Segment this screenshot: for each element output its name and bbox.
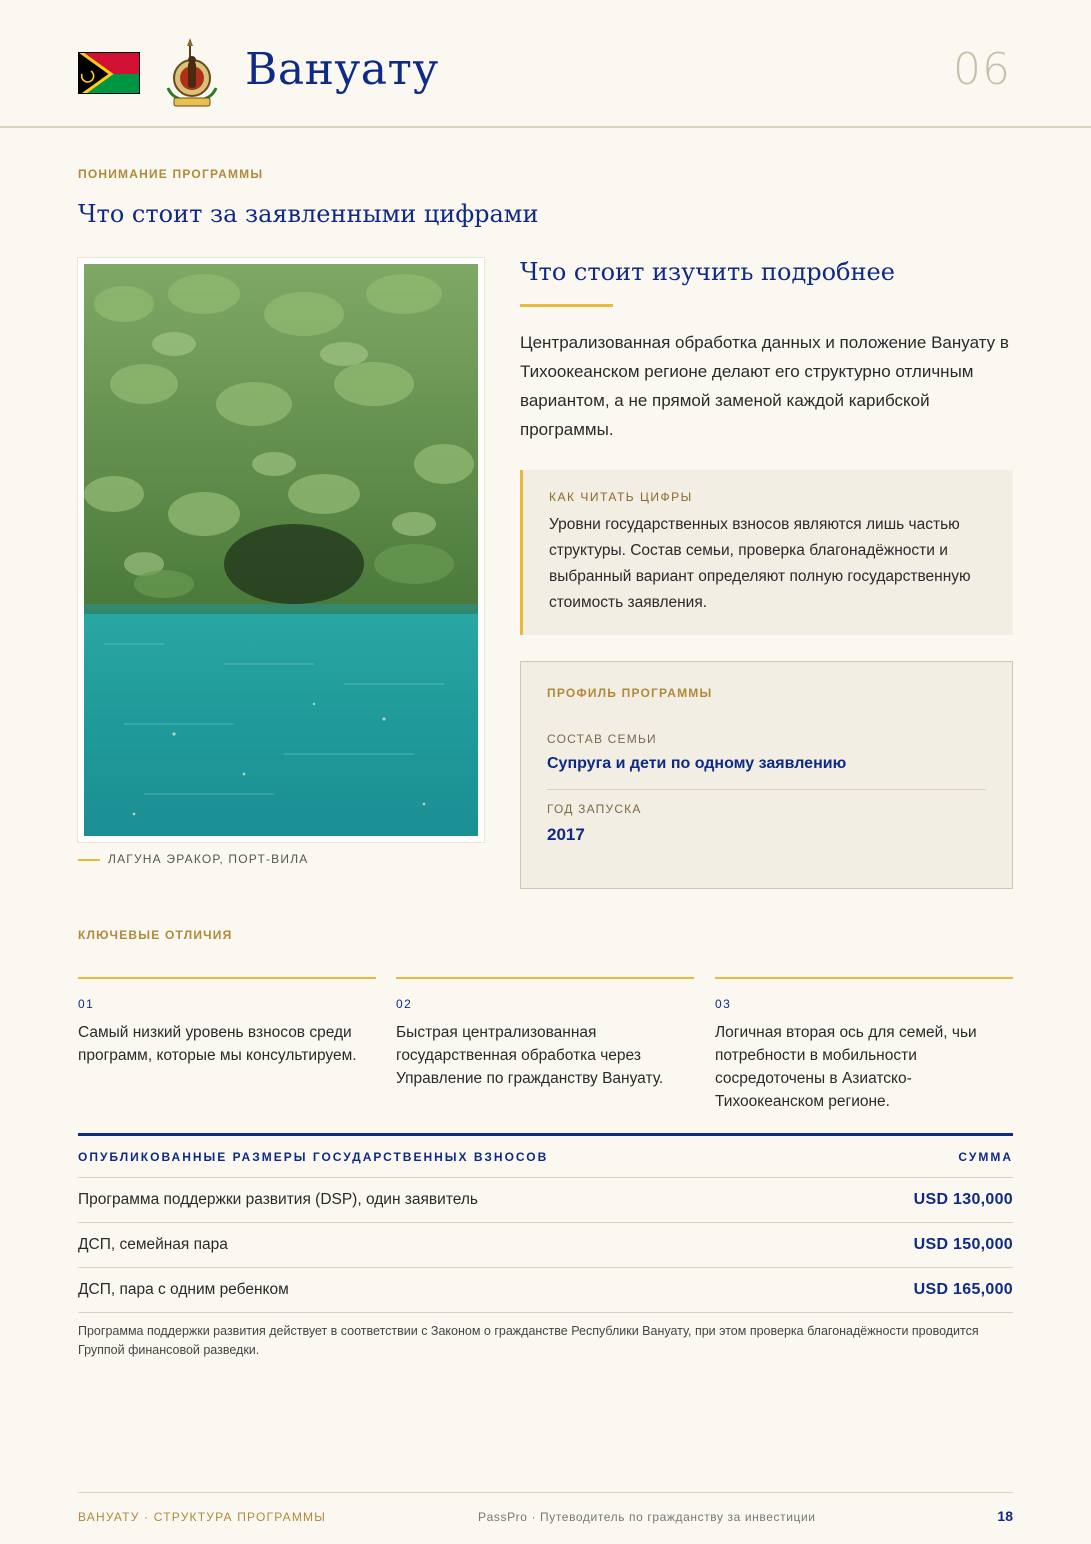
- photo-caption: [78, 852, 309, 866]
- detail-intro: Централизованная обработка данных и положение Вануату в Тихоокеанском регионе делают его структурно отличным вариантом, а не прямой заменой каждой карибской программы.: [520, 333, 1009, 439]
- difference-item: [78, 977, 376, 1067]
- caption-dash: [78, 859, 100, 861]
- difference-text: Самый низкий уровень взносов среди программ, которые мы консультируем.: [78, 1024, 357, 1064]
- photo-caption-text: ЛАГУНА ЭРАКОР, ПОРТ-ВИЛА: [108, 852, 309, 866]
- reading-callout: [520, 470, 1013, 635]
- fee-label: ДСП, семейная пара: [78, 1236, 228, 1253]
- fee-label: ДСП, пара с одним ребенком: [78, 1281, 289, 1298]
- vanuatu-flag-icon: [78, 52, 140, 94]
- page-header: [0, 0, 1091, 128]
- fee-amount: USD 130,000: [913, 1191, 1013, 1208]
- fee-footnote: Программа поддержки развития действует в соответствии с Законом о гражданстве Республики Вануату, при этом проверка благонадёжности проводится Группой финансовой разведки.: [78, 1324, 979, 1357]
- footer-section: ВАНУАТУ · СТРУКТУРА ПРОГРАММЫ: [78, 1510, 327, 1524]
- table-row: [78, 1223, 1013, 1268]
- family-label: СОСТАВ СЕМЬИ: [547, 732, 657, 746]
- difference-number: 01: [78, 997, 95, 1011]
- program-profile: [520, 661, 1013, 889]
- footer-divider: [78, 1492, 1013, 1493]
- fee-header-label: ОПУБЛИКОВАННЫЕ РАЗМЕРЫ ГОСУДАРСТВЕННЫХ ВЗНОСОВ: [78, 1149, 549, 1164]
- difference-item: [396, 977, 694, 1090]
- table-row: [78, 1178, 1013, 1223]
- footer-publication: PassPro · Путеводитель по гражданству за инвестиции: [478, 1510, 816, 1524]
- fee-table-header: [78, 1136, 1013, 1178]
- fee-header-amount: СУММА: [958, 1149, 1013, 1164]
- family-value: Супруга и дети по одному заявлению: [547, 755, 847, 772]
- chapter-number: 06: [953, 44, 1011, 95]
- difference-item: [715, 977, 1013, 1113]
- year-label: ГОД ЗАПУСКА: [547, 802, 642, 816]
- table-row: [78, 1268, 1013, 1313]
- differences-eyebrow: КЛЮЧЕВЫЕ ОТЛИЧИЯ: [78, 928, 233, 942]
- section-title: Что стоит за заявленными цифрами: [78, 200, 539, 228]
- callout-text: Уровни государственных взносов являются лишь частью структуры. Состав семьи, проверка благонадёжности и выбранный вариант определяют полную государственную стоимость заявления.: [549, 516, 971, 611]
- year-value: 2017: [547, 825, 585, 844]
- fee-amount: USD 150,000: [913, 1236, 1013, 1253]
- profile-title: ПРОФИЛЬ ПРОГРАММЫ: [547, 686, 713, 700]
- profile-divider: [547, 789, 986, 790]
- difference-number: 02: [396, 997, 413, 1011]
- fee-table: [78, 1133, 1013, 1313]
- section-eyebrow: ПОНИМАНИЕ ПРОГРАММЫ: [78, 167, 264, 181]
- detail-title: Что стоит изучить подробнее: [520, 258, 895, 286]
- difference-text: Быстрая централизованная государственная обработка через Управление по гражданству Вануату.: [396, 1024, 664, 1087]
- callout-label: КАК ЧИТАТЬ ЦИФРЫ: [549, 490, 693, 504]
- fee-amount: USD 165,000: [913, 1281, 1013, 1298]
- difference-number: 03: [715, 997, 732, 1011]
- difference-text: Логичная вторая ось для семей, чьи потребности в мобильности сосредоточены в Азиатско-Тихоокеанском регионе.: [715, 1024, 977, 1110]
- page-number: 18: [997, 1508, 1013, 1524]
- coat-of-arms-icon: [162, 38, 222, 110]
- lagoon-photo-frame: [78, 258, 484, 842]
- lagoon-photo: [84, 264, 478, 836]
- fee-label: Программа поддержки развития (DSP), один заявитель: [78, 1191, 478, 1208]
- gold-divider: [520, 304, 613, 307]
- country-title: Вануату: [245, 44, 439, 95]
